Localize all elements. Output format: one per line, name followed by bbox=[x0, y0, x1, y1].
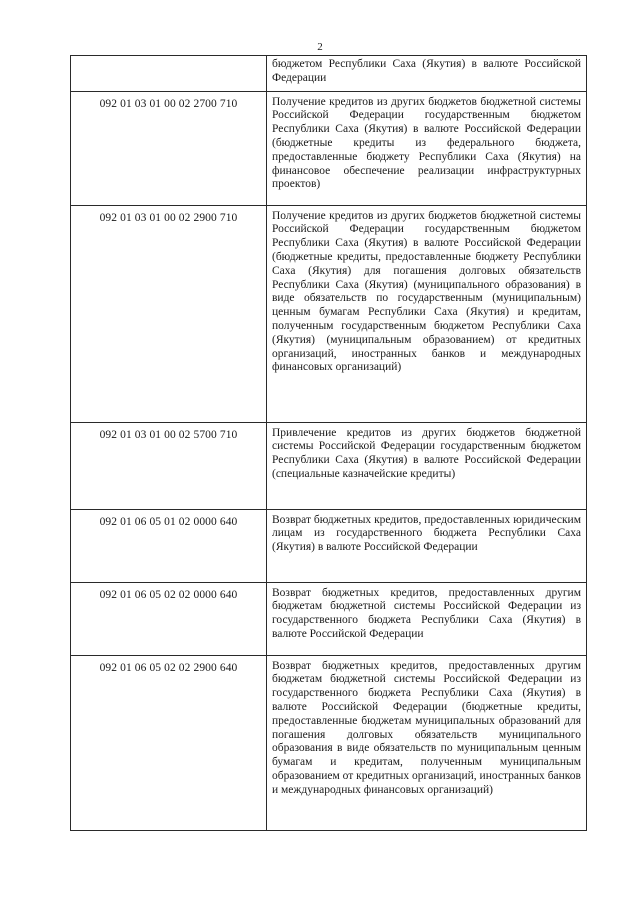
budget-description: Привлечение кредитов из других бюджетов бюджетной системы Российской Федерации государственным бюджетом Республики Саха (Якутия) в валюте Российской Федерации (специальные казначейские кредиты) bbox=[272, 426, 581, 480]
page-number: 2 bbox=[317, 41, 323, 53]
code-cell bbox=[71, 205, 267, 422]
code-cell bbox=[71, 509, 267, 582]
budget-code: 092 01 03 01 00 02 5700 710 bbox=[99, 428, 238, 441]
table-row bbox=[71, 655, 587, 830]
budget-code: 092 01 06 05 01 02 0000 640 bbox=[99, 515, 238, 528]
description-cell bbox=[267, 509, 587, 582]
budget-codes-table bbox=[70, 55, 587, 831]
description-cell bbox=[267, 422, 587, 509]
code-cell bbox=[71, 655, 267, 830]
budget-description: бюджетом Республики Саха (Якутия) в валюте Российской Федерации bbox=[272, 58, 581, 84]
code-cell bbox=[71, 56, 267, 92]
description-cell bbox=[267, 205, 587, 422]
budget-description: Возврат бюджетных кредитов, предоставленных другим бюджетам бюджетной системы Российской Федерации из государственного бюджета Республики Саха (Якутия) в валюте Российской Федерации (бюджетные кредиты, предоставленные бюджетам муниципальных образований для погашения долговых обязательств муниципального образования в виде обязательств по муниципальным ценным бумагам и кредитам, полученным муниципальным образованием от кредитных организаций, иностранных банков и международных финансовых организаций) bbox=[272, 659, 581, 796]
description-cell bbox=[267, 582, 587, 655]
table-row bbox=[71, 56, 587, 92]
description-cell bbox=[267, 655, 587, 830]
code-cell bbox=[71, 582, 267, 655]
budget-code: 092 01 03 01 00 02 2700 710 bbox=[99, 97, 238, 110]
budget-code: 092 01 03 01 00 02 2900 710 bbox=[99, 211, 238, 224]
budget-code: 092 01 06 05 02 02 2900 640 bbox=[99, 661, 238, 674]
description-cell bbox=[267, 91, 587, 205]
budget-description: Получение кредитов из других бюджетов бюджетной системы Российской Федерации государственным бюджетом Республики Саха (Якутия) в валюте Российской Федерации (бюджетные кредиты из федерального бюджета, предоставленные бюджету Республики Саха (Якутия) на финансовое обеспечение реализации инфраструктурных проектов) bbox=[272, 95, 581, 191]
table-row bbox=[71, 91, 587, 205]
budget-description: Возврат бюджетных кредитов, предоставленных юридическим лицам из государственного бюджета Республики Саха (Якутия) в валюте Российской Федерации bbox=[272, 513, 581, 554]
budget-code: 092 01 06 05 02 02 0000 640 bbox=[99, 588, 238, 601]
description-cell bbox=[267, 56, 587, 92]
table-row bbox=[71, 205, 587, 422]
budget-description: Возврат бюджетных кредитов, предоставленных другим бюджетам бюджетной системы Российской Федерации из государственного бюджета Республики Саха (Якутия) в валюте Российской Федерации bbox=[272, 586, 581, 640]
budget-description: Получение кредитов из других бюджетов бюджетной системы Российской Федерации государственным бюджетом Республики Саха (Якутия) в валюте Российской Федерации (бюджетные кредиты, предоставленные бюджету Республики Саха (Якутия) для погашения долговых обязательств Республики Саха (Якутия) (муниципального образования) в виде обязательств по государственным (муниципальным) ценным бумагам Республики Саха (Якутия) и кредитам, полученным государственным бюджетом Республики Саха (Якутия) (муниципальным образованием) от кредитных организаций, иностранных банков и международных финансовых организаций) bbox=[272, 209, 581, 374]
table-row bbox=[71, 509, 587, 582]
budget-code bbox=[71, 56, 266, 60]
table-row bbox=[71, 422, 587, 509]
table-row bbox=[71, 582, 587, 655]
code-cell bbox=[71, 91, 267, 205]
code-cell bbox=[71, 422, 267, 509]
